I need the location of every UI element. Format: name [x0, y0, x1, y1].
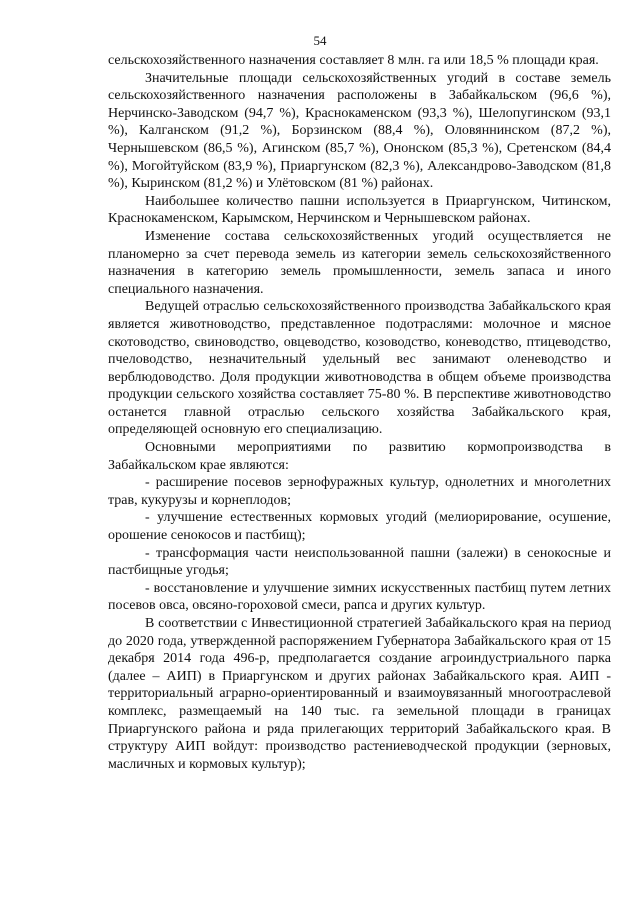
paragraph-agroindustrial-park: В соответствии с Инвестиционной стратегией Забайкальского края на период до 2020 года, утвержденной распоряжением Губернатора Забайкальского края от 15 декабря 2014 года 496-р, предполагается создание агроиндустриального парка (далее – АИП) в Приаргунском и других районах Забайкальского края. АИП - территориальный аграрно-ориентированный и взаимоувязанный многоотраслевой комплекс, размещаемый на 140 тыс. га земельной площади в границах Приаргунского района и ряда прилегающих территорий Забайкальского края. В структуру АИП войдут: производство растениеводческой продукции (зерновых, масличных и кормовых культур); [108, 616, 611, 772]
list-item-natural-land-improvement: - улучшение естественных кормовых угодий (мелиорирование, осушение, орошение сенокосов и пастбищ); [108, 510, 611, 544]
paragraph-arable-land-districts: Наибольшее количество пашни используется в Приаргунском, Читинском, Краснокаменском, Карымском, Нерчинском и Чернышевском районах. [108, 193, 611, 227]
document-body [108, 52, 611, 773]
list-item-winter-pasture-restoration: - восстановление и улучшение зимних искусственных пастбищ путем летних посевов овса, овсяно-гороховой смеси, рапса и других культур. [108, 580, 611, 614]
list-item-fallow-transformation: - трансформация части неиспользованной пашни (залежи) в сенокосные и пастбищные угодья; [108, 545, 611, 579]
paragraph-agricultural-land-districts: Значительные площади сельскохозяйственных угодий в составе земель сельскохозяйственного назначения расположены в Забайкальском (96,6 %), Нерчинско-Заводском (94,7 %), Краснокаменском (93,3 %), Шелопугинском (93,1 %), Калганском (91,2 %), Борзинском (88,4 %), Оловяннинском (87,2 %), Чернышевском (86,5 %), Агинском (85,7 %), Ононском (85,3 %), Сретенском (84,4 %), Могойтуйском (83,9 %), Приаргунском (82,3 %), Александрово-Заводском (81,8 %), Кыринском (81,2 %) и Улётовском (81 %) районах. [108, 70, 611, 192]
paragraph-continuation: сельскохозяйственного назначения составляет 8 млн. га или 18,5 % площади края. [108, 53, 599, 68]
paragraph-livestock-sector: Ведущей отраслью сельскохозяйственного производства Забайкальского края является животноводство, представленное подотраслями: молочное и мясное скотоводство, свиноводство, овцеводство, козоводство, коневодство, птицеводство, пчеловодство, незначительный удельный вес занимают оленеводство и верблюдоводство. Доля продукции животноводства в общем объеме производства продукции сельского хозяйства составляет 75-80 %. В перспективе животноводство останется главной отраслью сельского хозяйства Забайкальского края, определяющей основную его специализацию. [108, 299, 611, 438]
list-item-crop-expansion: - расширение посевов зернофуражных культур, однолетних и многолетних трав, кукурузы и корнеплодов; [108, 475, 611, 508]
page-number: 54 [313, 33, 327, 48]
paragraph-fodder-measures-intro: Основными мероприятиями по развитию кормопроизводства в Забайкальском крае являются: [108, 440, 611, 473]
paragraph-land-composition-change: Изменение состава сельскохозяйственных угодий осуществляется не планомерно за счет перевода земель из категории земель сельскохозяйственного назначения в категорию земель промышленности, земель запаса и иного специального назначения. [108, 228, 611, 297]
